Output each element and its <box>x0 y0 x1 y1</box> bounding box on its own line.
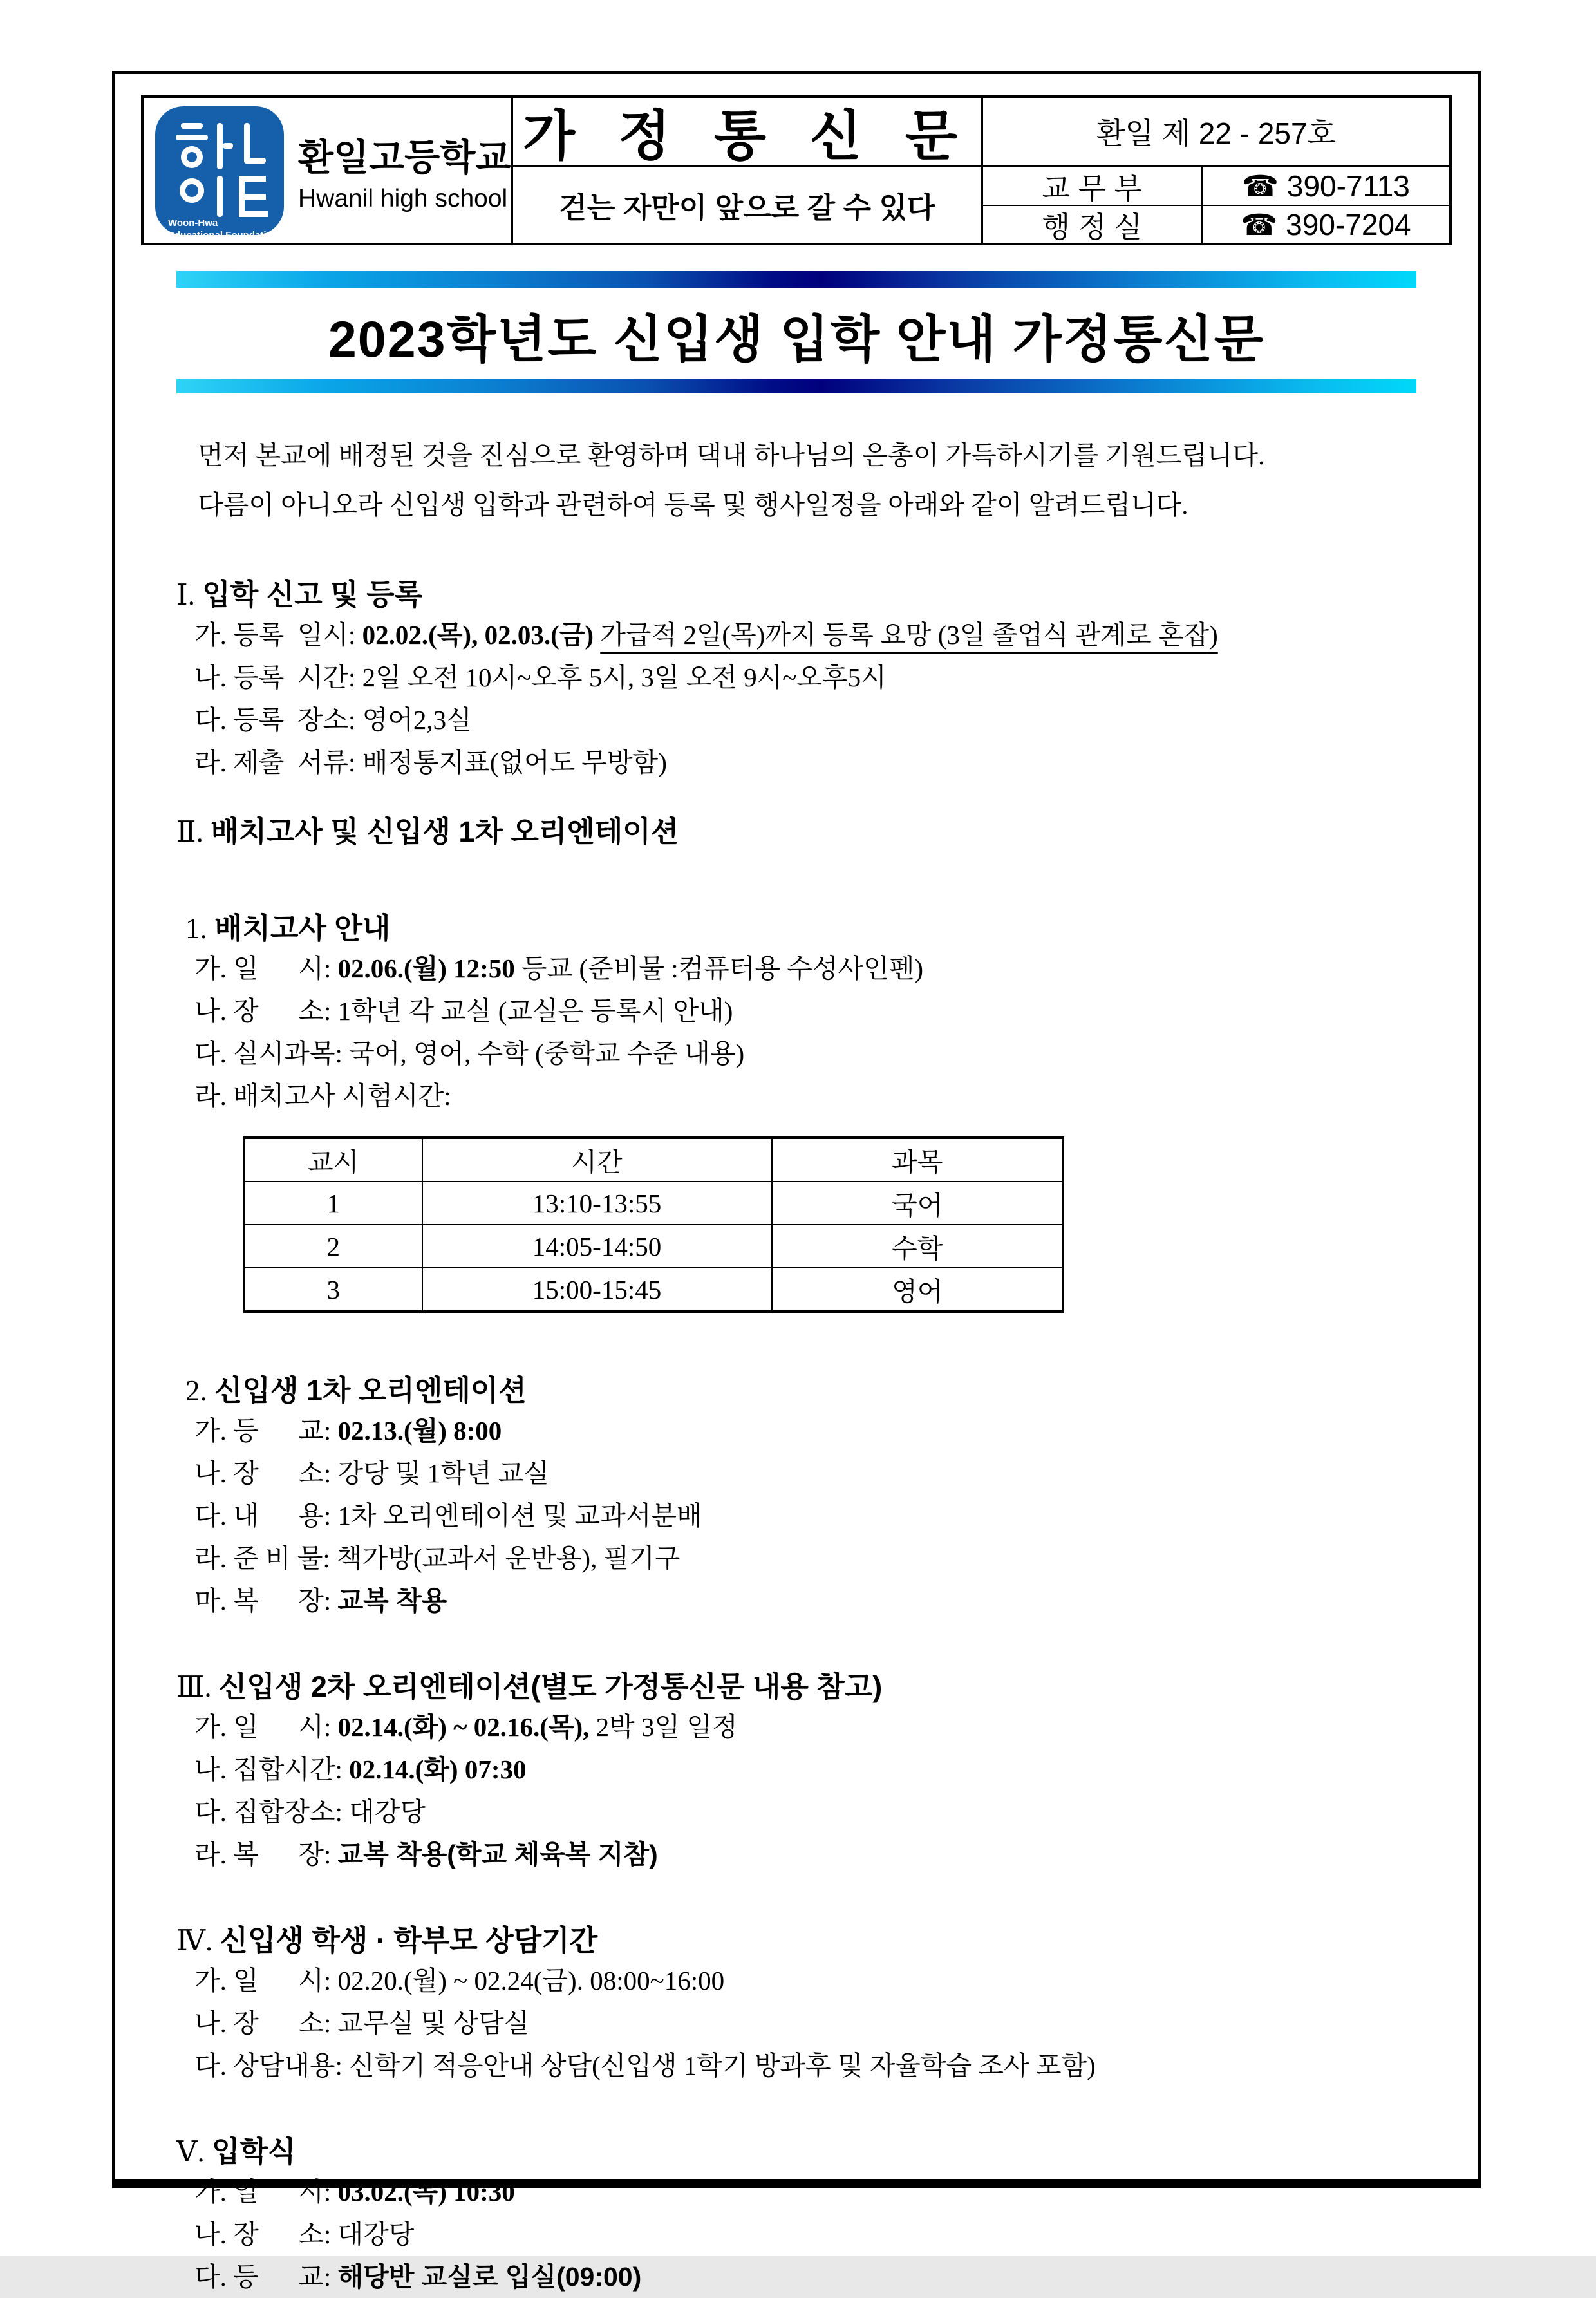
title-banner-top <box>176 271 1416 288</box>
section-heading <box>176 1922 1416 1959</box>
text-run: 나. 장 소: 교무실 및 상담실 <box>194 2008 530 2038</box>
intro-line-2: 다름이 아니오라 신입생 입학과 관련하여 등록 및 행사일정을 아래와 같이 알려드립니다. <box>198 490 1188 520</box>
table-header-row <box>245 1138 1064 1182</box>
body-line <box>176 1579 1416 1622</box>
text-run: 다. 내 용: 1차 오리엔테이션 및 교과서분배 <box>194 1501 702 1530</box>
body-line <box>176 2002 1416 2044</box>
text-run: 배치고사 안내 <box>214 912 391 945</box>
text-run: 교복 착용 <box>337 1586 447 1615</box>
text-run: 입학 신고 및 등록 <box>202 578 423 611</box>
text-run: 입학식 <box>212 2135 296 2168</box>
text-run: 나. 등록 시간: 2일 오전 10시~오후 5시, 3일 오전 9시~오후5시 <box>194 663 887 692</box>
text-run: 다. 등 교: <box>194 2262 338 2292</box>
text-run: 02.06.(월) 12:50 <box>337 954 515 983</box>
text-run: 02.14.(화) 07:30 <box>349 1755 527 1784</box>
hwanil-logo-monogram-icon <box>155 106 284 235</box>
section-heading <box>176 1668 1416 1706</box>
table-row <box>245 1225 1064 1268</box>
body-line <box>176 1833 1416 1876</box>
body-line <box>176 2044 1416 2087</box>
table-header-cell: 시간 <box>422 1138 772 1182</box>
text-run: 나. 장 소: 강당 및 1학년 교실 <box>194 1458 549 1488</box>
body-line <box>176 741 1416 784</box>
text-run: 나. 장 소: 1학년 각 교실 (교실은 등록시 안내) <box>194 996 733 1026</box>
text-run: 신입생 1차 오리엔테이션 <box>214 1374 527 1407</box>
body-line <box>176 2171 1416 2213</box>
section-heading <box>176 813 1416 851</box>
table-header-cell: 과목 <box>772 1138 1064 1182</box>
text-run: Ⅱ. <box>176 816 211 848</box>
document-content <box>115 271 1478 2298</box>
text-run: Ⅴ. <box>176 2136 212 2168</box>
foundation-line2: Educational Foundation <box>168 229 278 241</box>
document-body <box>176 576 1416 2298</box>
body-line <box>176 1791 1416 1833</box>
schedule-table <box>243 1136 1064 1313</box>
text-run: 교복 착용(학교 체육복 지참) <box>337 1840 658 1869</box>
text-run: 신입생 학생 · 학부모 상담기간 <box>220 1924 598 1957</box>
text-run: 가. 일 시: 02.20.(월) ~ 02.24(금). 08:00~16:00 <box>194 1966 725 1995</box>
placement-test-schedule-table <box>243 1136 1416 1313</box>
body-line <box>176 947 1416 990</box>
body-line <box>176 1032 1416 1075</box>
body-line <box>176 1706 1416 1748</box>
text-run: 가. 일 시: <box>194 1712 338 1742</box>
text-run: 라. 배치고사 시험시간: <box>194 1081 451 1111</box>
text-run: 1. <box>185 912 214 945</box>
masthead <box>141 95 1452 245</box>
body-line <box>176 656 1416 699</box>
body-line <box>176 2256 1416 2298</box>
school-name-kr: 환일고등학교 <box>298 137 511 178</box>
table-cell: 1 <box>245 1182 422 1225</box>
text-run: Ⅰ. <box>176 579 203 611</box>
text-run: 가. 등 교: <box>194 1416 338 1446</box>
body-line <box>176 1409 1416 1452</box>
issue-number: 환일 제 22 - 257호 <box>1096 117 1337 150</box>
text-run: 다. 등록 장소: 영어2,3실 <box>194 705 472 735</box>
masthead-school-cell <box>144 98 513 243</box>
text-run: 가. 일 시: <box>194 954 338 983</box>
table-cell: 수학 <box>772 1225 1064 1268</box>
text-run: 02.02.(목), 02.03.(금) <box>362 620 601 650</box>
school-logo <box>155 106 284 241</box>
text-run: 가. 일 시: <box>194 2177 338 2207</box>
text-run: 등교 (준비물 :컴퓨터용 수성사인펜) <box>514 954 923 983</box>
text-run: 2. <box>185 1375 214 1407</box>
text-run: 다. 실시과목: 국어, 영어, 수학 (중학교 수준 내용) <box>194 1039 745 1068</box>
table-header-cell: 교시 <box>245 1138 422 1182</box>
title-banner-bottom <box>176 379 1416 393</box>
table-cell: 15:00-15:45 <box>422 1268 772 1312</box>
table-cell: 13:10-13:55 <box>422 1182 772 1225</box>
text-run: 라. 제출 서류: 배정통지표(없어도 무방함) <box>194 748 667 777</box>
body-line <box>176 1959 1416 2002</box>
text-run: 02.13.(월) 8:00 <box>337 1416 502 1446</box>
text-run: 다. 집합장소: 대강당 <box>194 1797 426 1827</box>
table-cell: 영어 <box>772 1268 1064 1312</box>
foundation-name <box>155 217 278 241</box>
body-line <box>176 1748 1416 1791</box>
table-cell: 국어 <box>772 1182 1064 1225</box>
text-run: Ⅲ. <box>176 1671 219 1703</box>
text-run: 가. 등록 일시: <box>194 620 362 650</box>
dept-academic-label: 교 무 부 <box>1042 172 1143 205</box>
table-cell: 3 <box>245 1268 422 1312</box>
table-row <box>245 1182 1064 1225</box>
text-run: 신입생 2차 오리엔테이션(별도 가정통신문 내용 참고) <box>218 1670 883 1703</box>
dept-admin-phone: ☎ 390-7204 <box>1241 207 1411 241</box>
table-row <box>245 1268 1064 1312</box>
text-run: Ⅳ. <box>176 1925 220 1957</box>
body-line <box>176 1494 1416 1537</box>
page-title: 2023학년도 신입생 입학 안내 가정통신문 <box>328 310 1265 368</box>
text-run: 다. 상담내용: 신학기 적응안내 상담(신입생 1학기 방과후 및 자율학습 조사 포함) <box>194 2051 1096 2080</box>
table-cell: 2 <box>245 1225 422 1268</box>
section-heading <box>176 2133 1416 2171</box>
body-line <box>176 2213 1416 2256</box>
body-line <box>176 1452 1416 1494</box>
text-run: 02.14.(화) ~ 02.16.(목), <box>337 1712 590 1742</box>
dept-academic-phone: ☎ 390-7113 <box>1241 169 1410 203</box>
text-run: 2박 3일 일정 <box>589 1712 738 1742</box>
text-run: 나. 장 소: 대강당 <box>194 2219 415 2249</box>
document-border <box>112 71 1481 2292</box>
dept-admin-label: 행 정 실 <box>1042 211 1143 243</box>
school-name-en: Hwanil high school <box>298 184 508 212</box>
text-run: 마. 복 장: <box>194 1586 338 1615</box>
text-run: 03.02.(목) 10:30 <box>337 2177 515 2207</box>
intro-line-1: 먼저 본교에 배정된 것을 진심으로 환영하며 댁내 하나님의 은총이 가득하시기를 기원드립니다. <box>198 440 1265 470</box>
text-run: 가급적 2일(목)까지 등록 요망 (3일 졸업식 관계로 혼잡) <box>600 620 1218 650</box>
body-line <box>176 614 1416 656</box>
subsection-heading <box>176 910 1416 947</box>
body-line <box>176 699 1416 741</box>
text-run: 해당반 교실로 입실(09:00) <box>337 2262 642 2292</box>
doc-type-title: 가 정 통 신 문 <box>522 105 972 166</box>
intro-paragraph <box>176 431 1416 530</box>
text-run: 라. 준 비 물: 책가방(교과서 운반용), 필기구 <box>194 1543 681 1573</box>
subsection-heading <box>176 1372 1416 1409</box>
school-slogan: 걷는 자만이 앞으로 갈 수 있다 <box>559 191 935 224</box>
text-run: 나. 집합시간: <box>194 1755 350 1784</box>
table-cell: 14:05-14:50 <box>422 1225 772 1268</box>
text-run: 배치고사 및 신입생 1차 오리엔테이션 <box>211 815 679 848</box>
foundation-line1: Woon-Hwa <box>168 217 218 229</box>
body-line <box>176 990 1416 1032</box>
body-line <box>176 1537 1416 1579</box>
body-line <box>176 1075 1416 1117</box>
section-heading <box>176 576 1416 614</box>
text-run: 라. 복 장: <box>194 1840 338 1869</box>
